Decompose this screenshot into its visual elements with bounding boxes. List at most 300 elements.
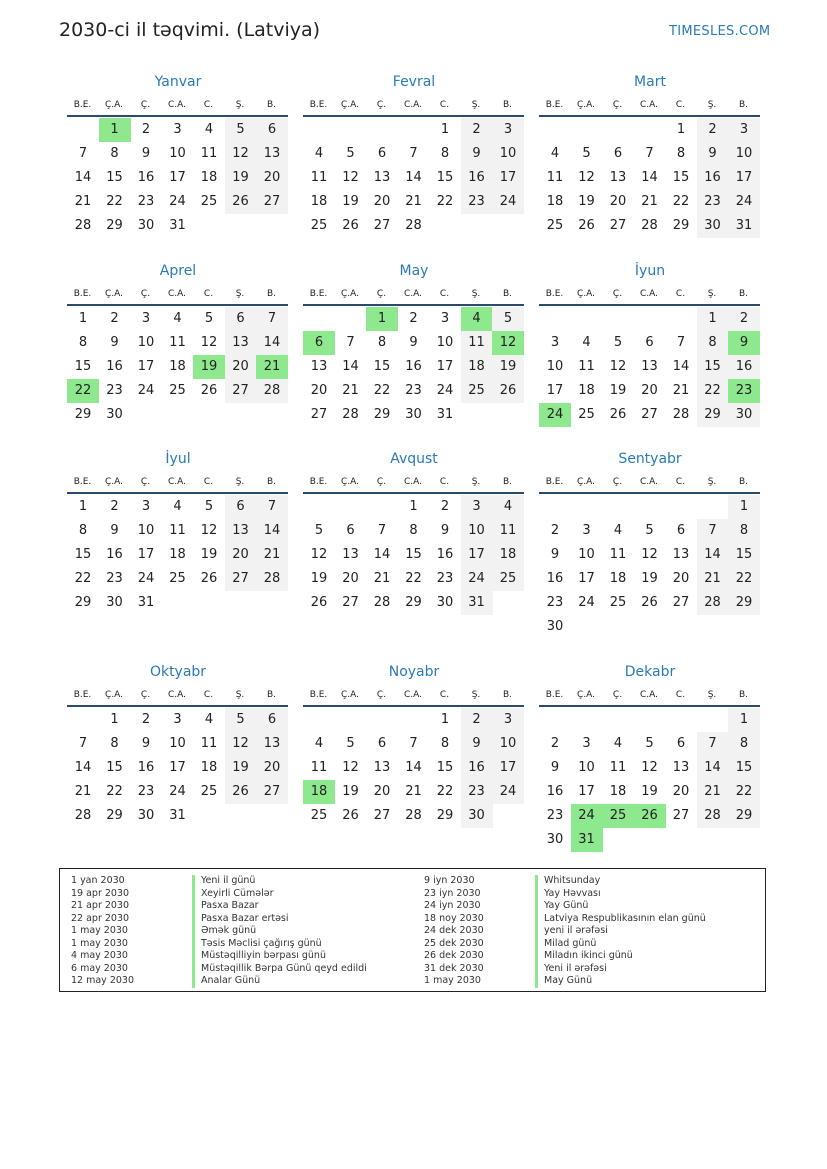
weekday-label: Ç.A.: [340, 100, 359, 110]
day-cell: 25: [200, 784, 218, 799]
day-cell: 6: [377, 736, 387, 751]
day-cell: 22: [697, 379, 729, 403]
weekday-label: Ç.A.: [576, 690, 595, 700]
day-cell: 29: [436, 808, 454, 823]
day-cell: 11: [492, 519, 524, 543]
day-cell: 24: [461, 567, 493, 591]
holiday-names-left: [192, 875, 367, 988]
day-cell: 18: [200, 760, 218, 775]
day-cell: 30: [137, 808, 155, 823]
day-cell: 2: [110, 499, 119, 514]
day-cell: 12: [310, 547, 328, 562]
day-cell: 20: [225, 355, 257, 379]
weekday-label: B.E.: [309, 690, 328, 700]
day-cell: 25: [578, 407, 595, 422]
day-cell: 28: [672, 407, 690, 422]
holiday-name: Miladın ikinci günü: [535, 950, 706, 963]
day-cell: 5: [204, 499, 214, 514]
month-block: [67, 451, 289, 651]
day-cell: 16: [405, 359, 422, 374]
weekday-label: B.: [266, 289, 277, 299]
day-cell: 23: [461, 190, 493, 214]
day-cell: 16: [546, 571, 564, 586]
day-cell: 1: [110, 712, 119, 727]
day-cell: 22: [405, 571, 422, 586]
day-cell: 15: [728, 756, 760, 780]
day-cell: 31: [169, 218, 186, 233]
day-cell: 21: [405, 194, 422, 209]
day-cell: 7: [377, 523, 387, 538]
day-cell: 28: [697, 804, 729, 828]
day-cell: 24: [492, 190, 524, 214]
holiday-day-cell: 26: [634, 804, 666, 828]
day-cell: 18: [310, 194, 328, 209]
month-block: [67, 263, 289, 463]
day-cell: 30: [546, 619, 564, 634]
day-cell: 27: [373, 218, 391, 233]
day-cell: 6: [346, 523, 355, 538]
day-cell: 14: [342, 359, 359, 374]
day-cell: 10: [578, 547, 595, 562]
weekday-label: B.: [502, 289, 513, 299]
day-cell: 14: [74, 760, 92, 775]
day-cell: 8: [440, 146, 450, 161]
day-cell: 24: [492, 780, 524, 804]
day-cell: 29: [106, 808, 123, 823]
day-cell: 18: [609, 784, 627, 799]
holiday-date: 18 noy 2030: [424, 912, 484, 924]
day-cell: 13: [256, 142, 288, 166]
holiday-date: 24 dek 2030: [424, 925, 484, 936]
day-cell: 4: [173, 499, 182, 514]
holiday-name: Yay Həvvası: [535, 888, 706, 901]
day-cell: 26: [225, 780, 257, 804]
day-cell: 16: [461, 756, 493, 780]
day-cell: 5: [492, 307, 524, 331]
day-cell: 9: [461, 142, 493, 166]
day-cell: 2: [550, 736, 560, 751]
day-cell: 11: [609, 760, 627, 775]
day-cell: 18: [461, 355, 493, 379]
day-cell: 14: [405, 760, 422, 775]
holiday-day-cell: 1: [366, 307, 398, 331]
day-cell: 20: [672, 784, 690, 799]
day-cell: 25: [546, 218, 564, 233]
month-name: İyul: [165, 451, 191, 467]
day-cell: 29: [405, 595, 422, 610]
holiday-name: Analar Günü: [192, 975, 367, 988]
weekday-label: B.: [266, 477, 277, 487]
month-header-rule: [539, 705, 760, 707]
day-cell: 22: [106, 194, 123, 209]
weekday-label: C.A.: [167, 690, 186, 700]
day-cell: 19: [200, 547, 218, 562]
day-cell: 14: [256, 331, 288, 355]
day-cell: 10: [546, 359, 564, 374]
day-cell: 1: [409, 499, 418, 514]
weekday-label: Ç.A.: [340, 289, 359, 299]
day-cell: 20: [373, 194, 391, 209]
holiday-name: Müstəqilliyin bərpası günü: [192, 950, 367, 963]
day-cell: 30: [106, 595, 123, 610]
day-cell: 30: [106, 407, 123, 422]
weekday-label: Ç.: [612, 690, 623, 700]
weekday-label: C.: [439, 690, 450, 700]
day-cell: 20: [256, 756, 288, 780]
holiday-name: Whitsunday: [535, 875, 706, 888]
day-cell: 15: [405, 547, 422, 562]
day-cell: 2: [697, 118, 729, 142]
day-cell: 4: [613, 736, 623, 751]
weekday-label: B.E.: [309, 477, 328, 487]
day-cell: 26: [200, 571, 218, 586]
day-cell: 23: [405, 383, 422, 398]
day-cell: 3: [141, 499, 151, 514]
weekday-label: C.A.: [167, 289, 186, 299]
day-cell: 20: [609, 194, 627, 209]
month-header-rule: [303, 304, 524, 306]
weekday-label: Ş.: [471, 289, 481, 299]
day-cell: 31: [436, 407, 454, 422]
weekday-label: C.A.: [639, 690, 658, 700]
day-cell: 22: [672, 194, 690, 209]
holiday-day-cell: 31: [571, 828, 603, 852]
holiday-name: Yay Günü: [535, 900, 706, 913]
day-cell: 17: [169, 170, 186, 185]
day-cell: 27: [672, 595, 690, 610]
weekday-label: Ş.: [707, 690, 717, 700]
day-cell: 26: [342, 218, 359, 233]
day-cell: 13: [342, 547, 359, 562]
day-cell: 26: [225, 190, 257, 214]
day-cell: 19: [342, 194, 359, 209]
holiday-date: 21 apr 2030: [71, 900, 130, 911]
day-cell: 17: [169, 760, 186, 775]
page-title: 2030-ci il təqvimi. (Latviya): [59, 19, 321, 41]
day-cell: 26: [310, 595, 328, 610]
day-cell: 15: [436, 760, 454, 775]
weekday-label: Ç.A.: [576, 289, 595, 299]
weekday-label: Ş.: [471, 100, 481, 110]
day-cell: 8: [110, 736, 119, 751]
holiday-day-cell: 21: [256, 355, 288, 379]
day-cell: 5: [582, 146, 591, 161]
month-block: [303, 263, 525, 463]
weekday-label: B.: [738, 690, 749, 700]
day-cell: 23: [461, 780, 493, 804]
day-cell: 28: [256, 379, 288, 403]
weekday-label: B.E.: [73, 690, 92, 700]
day-cell: 7: [78, 736, 88, 751]
day-cell: 16: [728, 355, 760, 379]
holiday-day-cell: 22: [67, 379, 99, 403]
holiday-day-cell: 24: [539, 403, 571, 427]
day-cell: 27: [310, 407, 328, 422]
day-cell: 12: [200, 523, 218, 538]
day-cell: 12: [609, 359, 627, 374]
weekday-label: Ç.: [376, 100, 387, 110]
day-cell: 4: [314, 146, 324, 161]
holiday-name: May Günü: [535, 975, 706, 988]
holiday-dates-right: [424, 875, 484, 988]
day-cell: 2: [110, 311, 119, 326]
holiday-name: Latviya Respublikasının elan günü: [535, 913, 706, 926]
day-cell: 13: [225, 519, 257, 543]
month-name: May: [399, 263, 429, 279]
day-cell: 29: [728, 804, 760, 828]
month-name: Mart: [634, 74, 666, 90]
day-cell: 1: [697, 307, 729, 331]
day-cell: 3: [582, 736, 591, 751]
day-cell: 5: [225, 118, 257, 142]
day-cell: 19: [310, 571, 328, 586]
weekday-label: B.E.: [309, 289, 328, 299]
day-cell: 11: [609, 547, 627, 562]
month-header-rule: [67, 705, 288, 707]
day-cell: 26: [609, 407, 627, 422]
day-cell: 31: [169, 808, 186, 823]
day-cell: 19: [492, 355, 524, 379]
day-cell: 16: [106, 547, 123, 562]
day-cell: 22: [106, 784, 123, 799]
day-cell: 26: [342, 808, 359, 823]
day-cell: 30: [436, 595, 454, 610]
month-header-rule: [539, 492, 760, 494]
holiday-name: Milad günü: [535, 938, 706, 951]
holiday-name: Pasxa Bazar: [192, 900, 367, 913]
day-cell: 30: [728, 403, 760, 427]
weekday-label: C.: [203, 477, 214, 487]
day-cell: 17: [137, 359, 155, 374]
day-cell: 25: [609, 595, 627, 610]
day-cell: 27: [641, 407, 658, 422]
weekday-label: Ç.: [376, 477, 387, 487]
day-cell: 24: [137, 383, 155, 398]
weekday-label: C.A.: [639, 289, 658, 299]
day-cell: 3: [728, 118, 760, 142]
weekday-label: B.: [502, 100, 513, 110]
month-name: Dekabr: [624, 664, 676, 680]
day-cell: 9: [141, 146, 151, 161]
day-cell: 17: [546, 383, 564, 398]
day-cell: 20: [641, 383, 658, 398]
day-cell: 21: [342, 383, 359, 398]
day-cell: 2: [141, 712, 151, 727]
holiday-date: 24 iyn 2030: [424, 900, 481, 911]
month-header-rule: [303, 705, 524, 707]
day-cell: 21: [641, 194, 658, 209]
day-cell: 18: [169, 547, 186, 562]
day-cell: 14: [672, 359, 690, 374]
day-cell: 23: [546, 808, 564, 823]
day-cell: 23: [137, 194, 155, 209]
day-cell: 8: [409, 523, 418, 538]
day-cell: 1: [78, 499, 88, 514]
day-cell: 10: [137, 523, 155, 538]
brand-link[interactable]: TIMESLES.COM: [669, 24, 771, 39]
day-cell: 13: [672, 547, 690, 562]
day-cell: 13: [672, 760, 690, 775]
day-cell: 15: [106, 170, 123, 185]
day-cell: 29: [74, 595, 92, 610]
day-cell: 9: [110, 523, 119, 538]
day-cell: 13: [641, 359, 658, 374]
holiday-date: 19 apr 2030: [71, 887, 130, 899]
day-cell: 17: [578, 571, 595, 586]
day-cell: 25: [310, 808, 328, 823]
day-cell: 15: [74, 359, 92, 374]
day-cell: 3: [141, 311, 151, 326]
weekday-label: B.: [266, 690, 277, 700]
day-cell: 31: [461, 591, 493, 615]
holiday-date: 26 dek 2030: [424, 950, 484, 961]
day-cell: 6: [645, 335, 654, 350]
day-cell: 3: [550, 335, 560, 350]
day-cell: 11: [546, 170, 564, 185]
holiday-date: 22 apr 2030: [71, 912, 130, 924]
day-cell: 7: [256, 307, 288, 331]
day-cell: 18: [609, 571, 627, 586]
day-cell: 19: [578, 194, 595, 209]
weekday-label: C.: [203, 690, 214, 700]
day-cell: 2: [550, 523, 560, 538]
holiday-name: Təsis Məclisi çağırış günü: [192, 938, 367, 951]
day-cell: 16: [546, 784, 564, 799]
holiday-day-cell: 18: [303, 780, 335, 804]
weekday-label: C.A.: [403, 477, 422, 487]
weekday-label: Ş.: [235, 289, 245, 299]
day-cell: 7: [697, 519, 729, 543]
day-cell: 17: [436, 359, 454, 374]
day-cell: 8: [440, 736, 450, 751]
holiday-day-cell: 12: [492, 331, 524, 355]
holiday-day-cell: 25: [602, 804, 634, 828]
day-cell: 3: [492, 708, 524, 732]
day-cell: 17: [461, 543, 493, 567]
month-block: [67, 664, 289, 864]
day-cell: 17: [137, 547, 155, 562]
day-cell: 7: [697, 732, 729, 756]
holiday-names-right: [535, 875, 706, 988]
day-cell: 24: [169, 784, 186, 799]
day-cell: 21: [697, 780, 729, 804]
day-cell: 28: [405, 218, 422, 233]
day-cell: 7: [676, 335, 686, 350]
day-cell: 12: [200, 335, 218, 350]
weekday-label: B.E.: [545, 477, 564, 487]
day-cell: 18: [578, 383, 595, 398]
day-cell: 24: [169, 194, 186, 209]
day-cell: 14: [373, 547, 391, 562]
month-block: [67, 74, 289, 274]
day-cell: 27: [256, 780, 288, 804]
day-cell: 2: [141, 122, 151, 137]
day-cell: 13: [373, 760, 391, 775]
weekday-label: B.: [502, 690, 513, 700]
weekday-label: Ş.: [707, 100, 717, 110]
holiday-date: 1 may 2030: [71, 925, 128, 936]
day-cell: 28: [256, 567, 288, 591]
day-cell: 23: [436, 571, 454, 586]
month-block: [539, 664, 761, 864]
day-cell: 22: [373, 383, 391, 398]
holiday-day-cell: 19: [193, 355, 225, 379]
day-cell: 18: [492, 543, 524, 567]
day-cell: 13: [256, 732, 288, 756]
day-cell: 6: [256, 708, 288, 732]
day-cell: 8: [728, 519, 760, 543]
month-name: Avqust: [390, 451, 438, 467]
weekday-label: C.A.: [403, 690, 422, 700]
day-cell: 24: [137, 571, 155, 586]
day-cell: 5: [613, 335, 623, 350]
holiday-day-cell: 6: [303, 331, 335, 355]
holiday-day-cell: 4: [461, 307, 493, 331]
day-cell: 27: [225, 567, 257, 591]
weekday-label: B.: [266, 100, 277, 110]
day-cell: 31: [728, 214, 760, 238]
day-cell: 10: [492, 142, 524, 166]
day-cell: 12: [342, 170, 359, 185]
day-cell: 11: [169, 335, 186, 350]
month-block: [539, 74, 761, 274]
day-cell: 17: [578, 784, 595, 799]
month-name: İyun: [634, 263, 666, 279]
day-cell: 3: [582, 523, 591, 538]
day-cell: 13: [609, 170, 627, 185]
month-header-rule: [67, 304, 288, 306]
day-cell: 2: [409, 311, 418, 326]
day-cell: 3: [461, 495, 493, 519]
day-cell: 27: [672, 808, 690, 823]
month-name: Sentyabr: [618, 451, 682, 467]
day-cell: 12: [225, 732, 257, 756]
month-block: [539, 451, 761, 651]
day-cell: 10: [436, 335, 454, 350]
holiday-date: 23 iyn 2030: [424, 887, 481, 899]
month-header-rule: [539, 115, 760, 117]
weekday-label: C.: [675, 690, 686, 700]
day-cell: 24: [728, 190, 760, 214]
day-cell: 27: [256, 190, 288, 214]
day-cell: 3: [440, 311, 450, 326]
day-cell: 7: [409, 736, 418, 751]
day-cell: 9: [461, 732, 493, 756]
weekday-label: B.: [502, 477, 513, 487]
month-header-rule: [67, 492, 288, 494]
day-cell: 7: [645, 146, 654, 161]
weekday-label: Ç.A.: [104, 289, 123, 299]
day-cell: 19: [609, 383, 627, 398]
day-cell: 2: [461, 708, 493, 732]
weekday-label: C.: [675, 289, 686, 299]
day-cell: 27: [609, 218, 627, 233]
month-block: [303, 451, 525, 651]
day-cell: 20: [672, 571, 690, 586]
day-cell: 1: [676, 122, 686, 137]
day-cell: 4: [613, 523, 623, 538]
weekday-label: Ç.A.: [104, 690, 123, 700]
weekday-label: C.A.: [639, 100, 658, 110]
day-cell: 6: [377, 146, 387, 161]
day-cell: 15: [436, 170, 454, 185]
day-cell: 19: [225, 756, 257, 780]
day-cell: 4: [314, 736, 324, 751]
day-cell: 6: [256, 118, 288, 142]
day-cell: 15: [728, 543, 760, 567]
day-cell: 16: [461, 166, 493, 190]
day-cell: 11: [169, 523, 186, 538]
